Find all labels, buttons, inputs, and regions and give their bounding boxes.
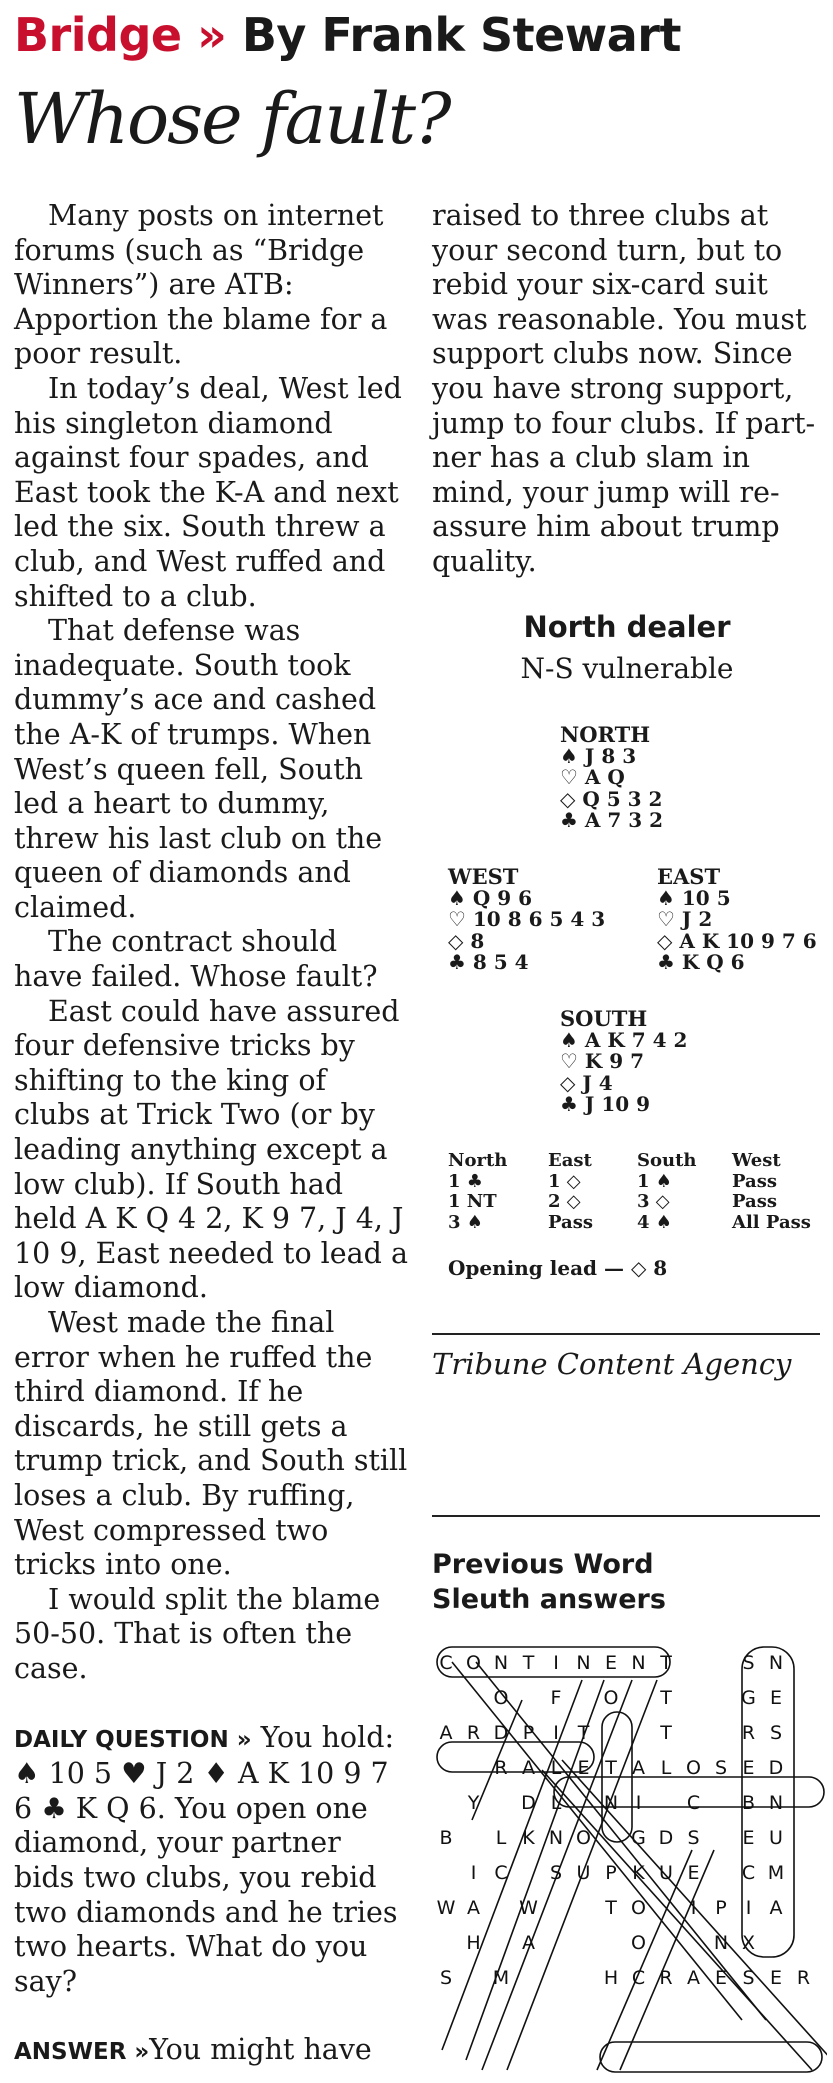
grid-letter: M [767,1862,785,1884]
bid: 2 ◇ [548,1191,581,1212]
bid: 1 ◇ [548,1170,581,1192]
bid: Pass [548,1211,593,1233]
west-hand [448,866,605,974]
grid-letter: G [741,1687,756,1709]
grid-letter: R [659,1967,673,1989]
grid-letter: S [769,1722,783,1744]
bidding-header: West [732,1150,781,1171]
grid-letter: R [466,1722,481,1744]
grid-letter: N [768,1652,784,1674]
hand-label: EAST [657,864,721,889]
hand-label: SOUTH [560,1006,648,1031]
grid-letter: N [576,1652,591,1674]
hand-label: NORTH [560,722,651,747]
grid-letter: N [713,1932,729,1954]
answer-label: ANSWER » [14,2039,150,2066]
dealer: North dealer [523,610,731,644]
paragraph: Many posts on internet forums (such as “Bridge Winners”) are ATB: Apportion the blame for a poor result. [14,199,388,371]
bid: Pass [732,1191,777,1212]
paragraph: In today’s deal, West led his singleton diamond against four spades, and East took the K-A and next led the six. South threw a club, and West ruffed and shifted to a club. [14,371,402,613]
bid: 3 ◇ [637,1191,670,1212]
grid-letter: D [658,1827,674,1849]
spades: ♠ J 8 3 [560,743,637,768]
diamonds: ◇ J 4 [560,1070,613,1095]
grid-letter: O [576,1827,591,1849]
clubs: ♣ A 7 3 2 [560,808,664,832]
grid-letter: C [741,1862,756,1884]
grid-letter: A [467,1897,480,1919]
grid-letter: A [522,1932,535,1954]
clubs: ♣ K Q 6 [657,950,745,974]
grid-letter: S [714,1757,728,1779]
grid-letter: I [635,1792,642,1814]
grid-letter: E [714,1967,728,1989]
spades: ♠ Q 9 6 [448,885,533,910]
grid-letter: M [492,1967,510,1989]
grid-letter: E [687,1862,700,1884]
grid-letter: U [659,1862,673,1884]
grid-letter: T [577,1722,590,1744]
byline: By Frank Stewart [241,8,681,62]
grid-letter: I [553,1652,559,1674]
grid-letter: E [742,1827,755,1849]
grid-letter: T [605,1897,617,1919]
hearts: ♡ J 2 [657,907,713,931]
bidding-header: North [448,1150,508,1171]
spades: ♠ 10 5 [657,885,731,910]
grid-letter: P [522,1722,535,1744]
grid-letter: N [548,1827,564,1849]
grid-letter: A [769,1897,783,1919]
grid-letter: K [522,1827,535,1849]
hearts: ♡ 10 8 6 5 4 3 [448,907,606,931]
grid-letter: C [494,1862,508,1884]
answer-text-start: You might have [149,2033,372,2067]
grid-letter: E [769,1967,783,1989]
clubs: ♣ 8 5 4 [448,950,529,974]
paragraph: East could have assured four defensive tricks by shifting to the king of clubs at Trick Two (or by leading anything except a low club). If South had held A K Q 4 2, K 9 7, J 4, J 10 9, East needed to lead a low diamond. [14,994,408,1305]
grid-letter: L [550,1792,562,1814]
grid-letter: B [741,1792,756,1814]
grid-letter: R [494,1757,508,1779]
grid-letter: N [603,1792,619,1814]
grid-letter: S [742,1652,755,1674]
grid-letter: C [439,1652,453,1674]
grid-letter: Y [467,1792,480,1814]
bid: All Pass [732,1211,811,1233]
grid-letter: W [519,1897,538,1919]
word-sleuth-title-line: Previous Word [432,1549,654,1580]
grid-letter: D [493,1722,509,1744]
grid-letter: D [521,1792,536,1814]
grid-letter: O [631,1897,646,1919]
right-column [432,199,822,580]
grid-letter: L [550,1757,562,1779]
grid-letter: N [631,1652,646,1674]
grid-letter: B [439,1827,453,1849]
grid-letter: S [742,1967,755,1989]
bid: 3 ♠ [448,1211,483,1233]
daily-question-text: You hold: ♠ 10 5 ♥ J 2 ♦ A K 10 9 7 6 ♣ K Q 6. You open one diamond, your partner bids two clubs, you rebid two diamonds and he tries two hearts. What do you say? [14,1720,398,1998]
divider [432,1515,820,1517]
answer-loops [437,1647,827,2072]
word-sleuth-grid [432,1640,827,2080]
grid-letter: L [660,1757,672,1779]
daily-question [14,1721,409,2000]
grid-letter: A [522,1757,535,1779]
bid: 4 ♠ [637,1211,672,1233]
bidding-header: East [548,1150,592,1171]
grid-letter: I [553,1722,559,1744]
grid-letter: T [660,1687,672,1709]
grid-letter: O [603,1687,619,1709]
word-sleuth-title [432,1547,666,1617]
grid-letter: P [605,1862,617,1884]
answer-loop [542,1770,812,2070]
grid-letter: T [522,1652,535,1674]
grid-letter: E [604,1652,618,1674]
grid-letter: O [466,1652,481,1674]
grid-letter: T [660,1722,672,1744]
answer-start [14,2033,409,2070]
daily-question-label: DAILY QUESTION » [14,1726,252,1753]
bid: 1 NT [448,1191,497,1212]
grid-letter: E [769,1687,783,1709]
bidding-header: South [637,1150,697,1171]
answer-continued: raised to three clubs at your second turn, but to rebid your six-card suit was reasonable. You must support clubs now. Since you have strong support, jump to four clubs. If partner has a club slam in mind, your jump will reassure him about trump quality. [432,199,816,578]
divider [432,1333,820,1335]
south-hand [560,1008,687,1116]
left-column [14,199,409,2070]
diamonds: ◇ A K 10 9 7 6 [657,928,817,953]
east-hand [657,866,817,974]
clubs: ♣ J 10 9 [560,1092,651,1116]
grid-letter: I [745,1897,752,1919]
north-hand [560,724,663,832]
grid-letter: O [686,1757,701,1779]
section-name: Bridge » [14,8,227,62]
grid-letter: I [690,1897,697,1919]
grid-letter: C [631,1967,646,1989]
paragraph: The contract should have failed. Whose fault? [14,925,378,994]
answer-loop [437,1742,594,1772]
grid-letter: K [632,1862,645,1884]
grid-letter: P [715,1897,727,1919]
paragraph: I would split the blame 50-50. That is often the case. [14,1582,381,1685]
grid-letter: O [493,1687,509,1709]
grid-letter: U [576,1862,591,1884]
grid-letter: T [660,1652,672,1674]
grid-letter: L [495,1827,507,1849]
grid-letter: H [466,1932,481,1954]
grid-letter: R [741,1722,756,1744]
grid-letter: C [686,1792,701,1814]
grid-letter: W [436,1897,456,1919]
bid: 1 ♣ [448,1170,483,1192]
grid-letter: I [470,1862,477,1884]
bid: 1 ♠ [637,1170,672,1192]
grid-letter: R [796,1967,811,1989]
diamonds: ◇ 8 [448,928,485,953]
grid-letter: S [439,1967,453,1989]
grid-letter: A [632,1757,645,1779]
grid-letter: E [577,1757,590,1779]
section-header [14,8,681,62]
grid-letter: D [768,1757,784,1779]
grid-letter: N [768,1792,784,1814]
word-sleuth-title-line: Sleuth answers [432,1584,666,1615]
opening-lead: Opening lead — ◇ 8 [448,1256,668,1280]
grid-letter: F [550,1687,562,1709]
grid-letter: A [687,1967,700,1989]
grid-letter: S [687,1827,700,1849]
grid-letter: O [631,1932,646,1954]
grid-letter: N [493,1652,509,1674]
answer-loop [600,2042,822,2072]
agency-credit: Tribune Content Agency [432,1347,792,1381]
spades: ♠ A K 7 4 2 [560,1027,688,1052]
grid-letter: S [549,1862,563,1884]
paragraph: That defense was inadequate. South took dummy’s ace and cashed the A-K of trumps. When West’s queen fell, South led a heart to dummy, threw his last club on the queen of diamonds and claimed. [14,614,383,924]
grid-letter: U [769,1827,783,1849]
grid-letter: G [631,1827,646,1849]
vulnerability: N-S vulnerable [520,652,734,685]
diamonds: ◇ Q 5 3 2 [560,786,663,811]
hearts: ♡ K 9 7 [560,1049,645,1073]
grid-letter: X [741,1932,756,1954]
paragraph: West made the final error when he ruffed the third diamond. If he discards, he still gets a trump trick, and South still loses a club. By ruffing, West compressed two tricks into one. [14,1306,408,1582]
hearts: ♡ A Q [560,765,625,789]
headline: Whose fault? [14,78,450,160]
grid-letter: A [439,1722,453,1744]
grid-letter: T [605,1757,617,1779]
grid-letter: E [742,1757,755,1779]
bid: Pass [732,1170,777,1192]
hand-label: WEST [448,864,519,889]
grid-letter: H [603,1967,619,1989]
